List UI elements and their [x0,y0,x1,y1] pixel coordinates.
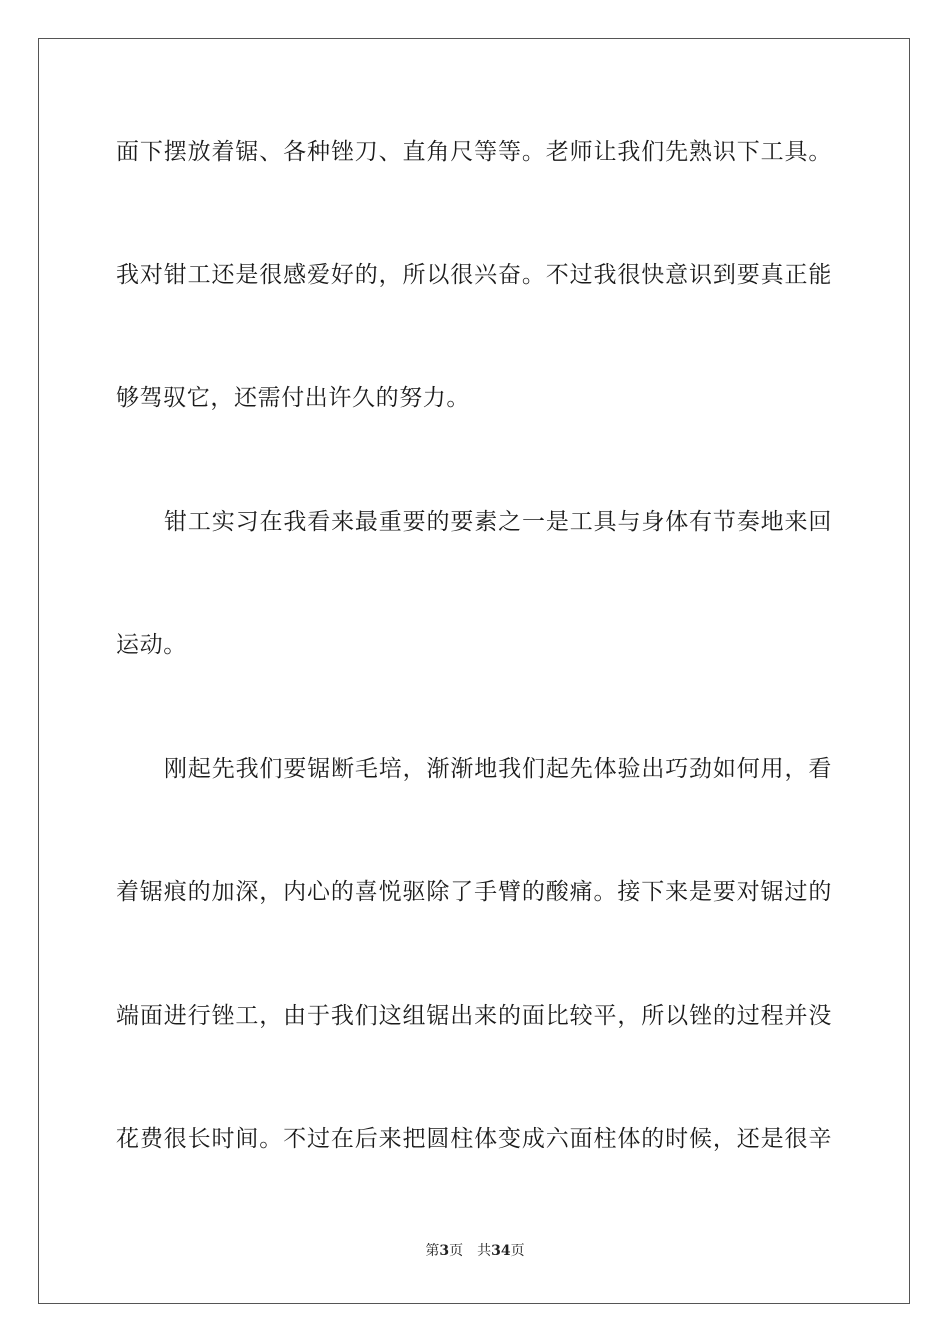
page-number: 3 [439,1243,450,1259]
page-suffix: 页 [449,1243,464,1259]
text-line: 够驾驭它，还需付出许久的努力。 [116,385,470,411]
text-line: 端面进行锉工，由于我们这组锯出来的面比较平，所以锉的过程并没 [116,1003,832,1029]
page-footer [0,1242,950,1260]
text-line: 我对钳工还是很感爱好的，所以很兴奋。不过我很快意识到要真正能 [116,262,832,288]
total-suffix: 页 [510,1243,525,1259]
total-pages: 34 [491,1243,511,1259]
text-line: 着锯痕的加深，内心的喜悦驱除了手臂的酸痛。接下来是要对锯过的 [116,879,832,905]
paragraph-first-line: 刚起先我们要锯断毛培，渐渐地我们起先体验出巧劲如何用，看 [164,756,832,782]
text-line: 运动。 [116,632,187,658]
page-prefix: 第 [425,1243,440,1259]
page-frame [38,38,910,1304]
text-line: 花费很长时间。不过在后来把圆柱体变成六面柱体的时候，还是很辛 [116,1126,832,1152]
text-line: 面下摆放着锯、各种锉刀、直角尺等等。老师让我们先熟识下工具。 [116,139,832,165]
total-prefix: 共 [477,1243,492,1259]
paragraph-first-line: 钳工实习在我看来最重要的要素之一是工具与身体有节奏地来回 [164,509,832,535]
